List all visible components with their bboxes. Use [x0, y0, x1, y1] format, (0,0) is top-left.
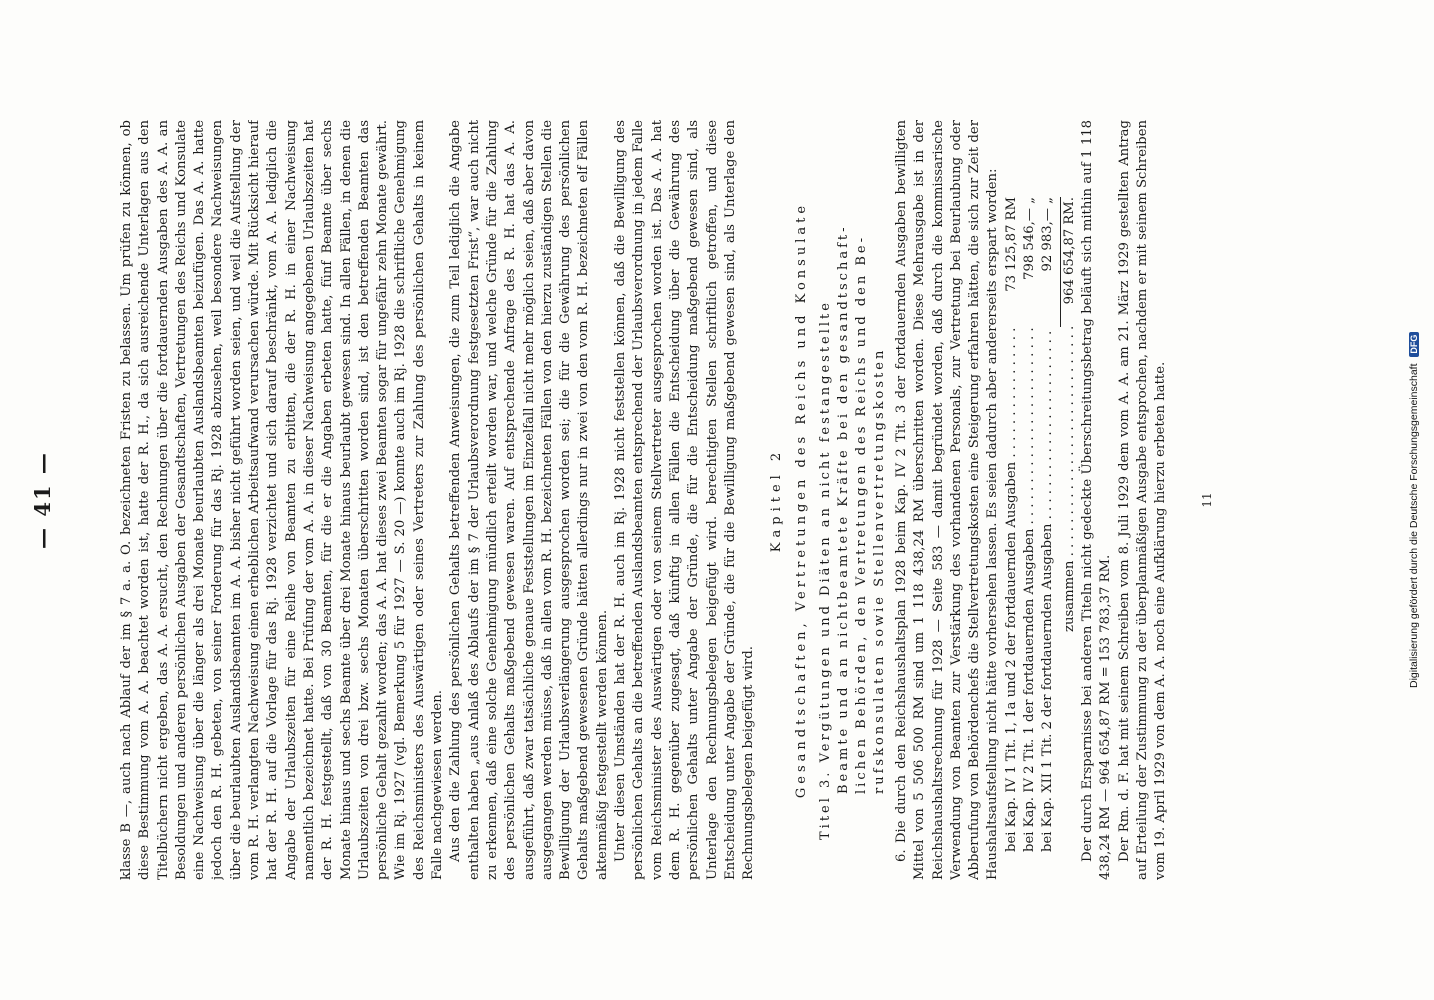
- ledger-amount: 92 983,— „: [1040, 197, 1056, 272]
- title-line-2: Beamte und an nichtbeamtete Kräfte bei den gesandtschaft-: [835, 224, 851, 794]
- ledger-row: [1021, 197, 1039, 852]
- ledger-label: bei Kap. IV 1 Tit. 1, 1a und 2 der fortdauernden Ausgaben . . .: [1003, 327, 1021, 852]
- paragraph-1: klasse B —, auch nach Ablauf der im § 7 a. a. O. bezeichneten Fristen zu belassen. Um prüfen zu können, ob diese Bestimmung vom A. A. beachtet worden ist, hatte der R. H., da sich ausreichende Unterlagen aus den Titelbüchern nicht ergeben, das A. A. ersucht, den Rechnungen über die fortdauernden Ausgaben des A. A. an Besoldungen und anderen persönlichen Ausgaben der Gesandtschaften, Vertretungen des Reichs und Konsulate eine Nachweisung über die länger als drei Monate beurlaubten Auslandsbeamten beizufügen. Das A. A. hatte jedoch den R. H. gebeten, von seiner Forderung für das Rj. 1928 abzusehen, weil besondere Nachweisungen über die beurlaubten Auslandsbeamten im A. A. bisher nicht geführt worden seien, und weil die Aufstellung der vom R. H. verlangten Nachweisung einen erheblichen Arbeitsaufwand verursachen würde. Mit Rücksicht hierauf hat der R. H. auf die Vorlage für das Rj. 1928 verzichtet und sich darauf beschränkt, vom A. A. lediglich die Angabe der Urlaubszeiten für eine Reihe von Beamten zu erbitten, die der R. H. in einer Nachweisung namentlich bezeichnet hatte. Bei Prüfung der vom A. A. in dieser Nachweisung angegebenen Urlaubszeiten hat der R. H. festgestellt, daß von 30 Beamten, für die er die Angaben erbeten hatte, fünf Beamte über sechs Monate hinaus und sechs Beamte über drei Monate hinaus beurlaubt gewesen sind. In allen Fällen, in denen die Urlaubszeiten von drei bzw. sechs Monaten überschritten worden sind, ist den betreffenden Beamten das persönliche Gehalt gezahlt worden; das A. A. hat dieses zwei Beamten sogar für ungefähr zehn Monate gewährt. Wie im Rj. 1927 (vgl. Bemerkung 5 für 1927 — S. 20 —) konnte auch im Rj. 1928 die schriftliche Genehmigung des Reichsministers des Auswärtigen oder seines Vertreters zur Zahlung des persönlichen Gehalts in keinem Falle nachgewiesen werden.: [119, 120, 446, 880]
- body-text: [118, 120, 1198, 880]
- title-line-3: lichen Behörden, den Vertretungen des Reichs und den Be-: [853, 235, 869, 794]
- footer-mark: 11: [1200, 492, 1214, 508]
- title-block: [817, 120, 889, 880]
- savings-ledger: [1003, 197, 1079, 852]
- rotated-page-content: [30, 120, 1220, 880]
- ledger-amount: 798 546,— „: [1022, 197, 1038, 280]
- ledger-amount: 73 125,87 RM: [1003, 197, 1019, 292]
- paragraph-3: Unter diesen Umständen hat der R. H. auch im Rj. 1928 nicht feststellen können, daß die Bewilligung des persönlichen Gehalts an die betreffenden Auslandsbeamten entsprechend der Urlaubsverordnung in jedem Falle vom Reichsminister des Auswärtigen oder von seinem Stellvertreter ausgesprochen worden ist. Das A. A. hat dem R. H. gegenüber zugesagt, daß künftig in allen Fällen die Entscheidung über die Gewährung des persönlichen Gehalts unter Angabe der Gründe, die für die Entscheidung maßgebend gewesen sind, als Unterlage den Rechnungsbelegen beigefügt wird. berechtigten Stellen schriftlich getroffen, und diese Entscheidung unter Angabe der Gründe, die für die Bewilligung maßgebend gewesen sind, als Unterlage den Rechnungsbelegen beigefügt wird.: [613, 120, 757, 880]
- paragraph-after-1: Der durch Ersparnisse bei anderen Titeln nicht gedeckte Überschreitungsbetrag beläuft sich mithin auf 1 118 438,24 RM — 964 654,87 RM = 153 783,37 RM.: [1079, 120, 1114, 880]
- ledger-label: bei Kap. XII 1 Tit. 2 der fortdauernden Ausgaben . . .: [1039, 327, 1057, 852]
- side-credit-text: Digitalisierung gefördert durch die Deutsche Forschungsgemeinschaft: [1408, 363, 1420, 688]
- ledger-total-amount: 964 654,87 RM.: [1060, 197, 1079, 327]
- ledger-row: [1003, 197, 1021, 852]
- page-number: — 41 —: [30, 451, 55, 549]
- dfg-logo: DFG: [1409, 332, 1419, 357]
- ledger-label: bei Kap. IV 2 Tit. 1 der fortdauernden Ausgaben . . .: [1021, 327, 1039, 852]
- title-line-4: rufskonsulaten sowie Stellenvertretungskosten: [871, 347, 887, 794]
- paragraph-6: 6. Die durch den Reichshaushaltsplan 1928 beim Kap. IV 2 Tit. 3 der fortdauernden Ausgaben bewilligten Mittel von 5 506 500 RM sind um 1 118 438,24 RM überschritten worden. Diese Mehrausgabe ist in der Reichshaushaltsrechnung für 1928 — Seite 583 — damit begründet worden, daß durch die kommissarische Verwendung von Beamten zur Verstärkung des vorhandenen Personals, zur Vertretung bei Beurlaubung oder Abberufung von Behördenchefs die Stellvertretungskosten eine Steigerung erfahren hätten, die sich zur Zeit der Haushaltsaufstellung nicht hätte vorhersehen lassen. Es seien dadurch aber andererseits erspart worden:: [893, 120, 1001, 880]
- title-line-1: Titel 3. Vergütungen und Diäten an nicht festangestellte: [817, 300, 833, 840]
- section-heading: Gesandtschaften, Vertretungen des Reichs und Konsulate: [793, 201, 809, 799]
- chapter-heading: Kapitel 2: [769, 447, 785, 553]
- ledger-total-row: [1060, 197, 1079, 852]
- ledger-row: [1039, 197, 1057, 852]
- side-credit: [1408, 288, 1424, 688]
- ledger-total-label: zusammen . . .: [1061, 327, 1079, 852]
- paragraph-2: Aus den die Zahlung des persönlichen Gehalts betreffenden Anweisungen, die zum Teil lediglich die Angabe enthalten haben „aus Anlaß des Ablaufs der im § 7 der Urlaubsverordnung festgesetzten Frist“, war auch nicht zu erkennen, daß eine solche Genehmigung mündlich erteilt worden war, und welche Gründe für die Zahlung des persönlichen Gehalts maßgebend gewesen waren. Auf entsprechende Anfrage des R. H. hat das A. A. ausgeführt, daß zwar tatsächliche genaue Feststellungen im Einzelfall nicht mehr möglich seien, daß aber davon ausgegangen werden müsse, daß in allen vom R. H. bezeichneten Fällen von den hierzu zuständigen Stellen die Bewilligung der Urlaubsverlängerung ausgesprochen worden sei; die für die Gewährung des persönlichen Gehalts maßgebend gewesenen Gründe hätten allerdings nur in zwei von den vom R. H. bezeichneten elf Fällen aktenmäßig festgestellt werden können.: [448, 120, 610, 880]
- paragraph-after-2: Der Rm. d. F. hat mit seinem Schreiben vom 8. Juli 1929 dem vom A. A. am 21. März 1929 gestellten Antrag auf Erteilung der Zustimmung zu der überplanmäßigen Ausgabe entsprochen, nachdem er mit seinem Schreiben vom 19. April 1929 von dem A. A. noch eine Aufklärung hierzu erbeten hatte.: [1116, 120, 1169, 880]
